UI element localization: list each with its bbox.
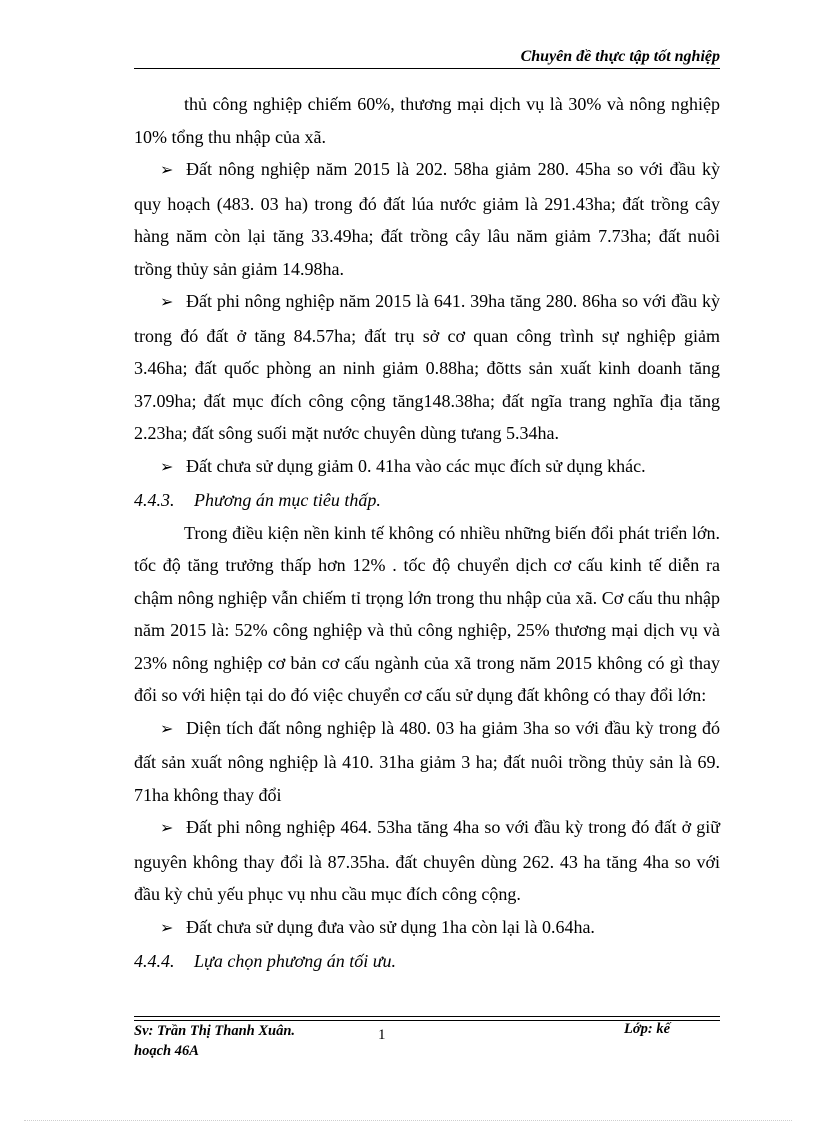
arrow-bullet-icon: ➢	[160, 820, 174, 837]
bullet-agricultural-area	[134, 712, 720, 812]
bullet-text: Đất nông nghiệp năm 2015 là 202. 58ha giảm 280. 45ha so với đầu kỳ quy hoạch (483. 03 ha) trong đó đất lúa nước giảm là 291.43ha; đất trồng cây hàng năm còn lại tăng 33.49ha; đất trồng cây lâu năm giảm 7.73ha; đất nuôi trồng thủy sản giảm 14.98ha.	[134, 159, 720, 279]
section-number: 4.4.4.	[134, 951, 175, 971]
footer-divider	[134, 1016, 720, 1017]
header-divider	[134, 68, 720, 69]
bullet-non-agricultural-area	[134, 811, 720, 911]
bullet-text: Đất phi nông nghiệp 464. 53ha tăng 4ha so với đầu kỳ trong đó đất ở giữ nguyên không thay đổi là 87.35ha. đất chuyên dùng 262. 43 ha tăng 4ha so với đầu kỳ chủ yếu phục vụ nhu cầu mục đích công cộng.	[134, 817, 720, 904]
footer-author-line: hoạch 46A	[134, 1043, 199, 1059]
footer-author	[134, 1021, 354, 1061]
section-heading-444	[134, 945, 720, 978]
paragraph-low-target-plan: Trong điều kiện nền kinh tế không có nhiều những biến đổi phát triển lớn. tốc độ tăng trưởng thấp hơn 12% . tốc độ chuyển dịch cơ cấu kinh tế diễn ra chậm nông nghiệp vẫn chiếm tỉ trọng lớn trong thu nhập của xã. Cơ cấu thu nhập năm 2015 là: 52% công nghiệp và thủ công nghiệp, 25% thương mại dịch vụ và 23% nông nghiệp cơ bản cơ cấu ngành của xã trong năm 2015 không có gì thay đổi so với hiện tại do đó việc chuyển cơ cấu sử dụng đất không có thay đổi lớn:	[134, 522, 720, 705]
page-bottom-edge	[24, 1120, 792, 1121]
bullet-unused-area	[134, 911, 720, 946]
bullet-agricultural-land	[134, 153, 720, 285]
section-title: Phương án mục tiêu thấp.	[194, 490, 381, 510]
section-title: Lựa chọn phương án tối ưu.	[194, 951, 397, 971]
paragraph-income-structure: thủ công nghiệp chiếm 60%, thương mại dịch vụ là 30% và nông nghiệp 10% tổng thu nhập của xã.	[134, 94, 720, 147]
section-number: 4.4.3.	[134, 490, 175, 510]
footer-author-line: Sv: Trần Thị Thanh Xuân.	[134, 1023, 296, 1039]
arrow-bullet-icon: ➢	[160, 458, 174, 476]
section-heading-443	[134, 484, 720, 517]
page-number: 1	[378, 1027, 386, 1043]
arrow-bullet-icon: ➢	[160, 294, 174, 311]
bullet-unused-land	[134, 450, 720, 485]
arrow-bullet-icon: ➢	[160, 720, 174, 738]
footer-class-label: Lớp: kế	[624, 1021, 671, 1037]
bullet-text: Đất chưa sử dụng giảm 0. 41ha vào các mục đích sử dụng khác.	[186, 455, 646, 476]
arrow-bullet-icon: ➢	[160, 162, 174, 179]
header-title: Chuyên đề thực tập tốt nghiệp	[520, 48, 720, 65]
bullet-text: Diện tích đất nông nghiệp là 480. 03 ha giảm 3ha so với đầu kỳ trong đó đất sản xuất nông nghiệp là 410. 31ha giảm 3 ha; đất nuôi trồng thủy sản là 69. 71ha không thay đổi	[134, 717, 720, 805]
bullet-text: Đất chưa sử dụng đưa vào sử dụng 1ha còn lại là 0.64ha.	[186, 916, 595, 937]
bullet-text: Đất phi nông nghiệp năm 2015 là 641. 39ha tăng 280. 86ha so với đầu kỳ trong đó đất ở tăng 84.57ha; đất trụ sở cơ quan công trình sự nghiệp giảm 3.46ha; đất quốc phòng an ninh giảm 0.88ha; đõtts sản xuất kinh doanh tăng 37.09ha; đất mục đích công cộng tăng148.38ha; đất ngĩa trang nghĩa địa tăng 2.23ha; đất sông suối mặt nước chuyên dùng tưang 5.34ha.	[134, 291, 720, 443]
document-body	[134, 88, 720, 978]
bullet-non-agricultural-land	[134, 285, 720, 450]
arrow-bullet-icon: ➢	[160, 919, 174, 937]
